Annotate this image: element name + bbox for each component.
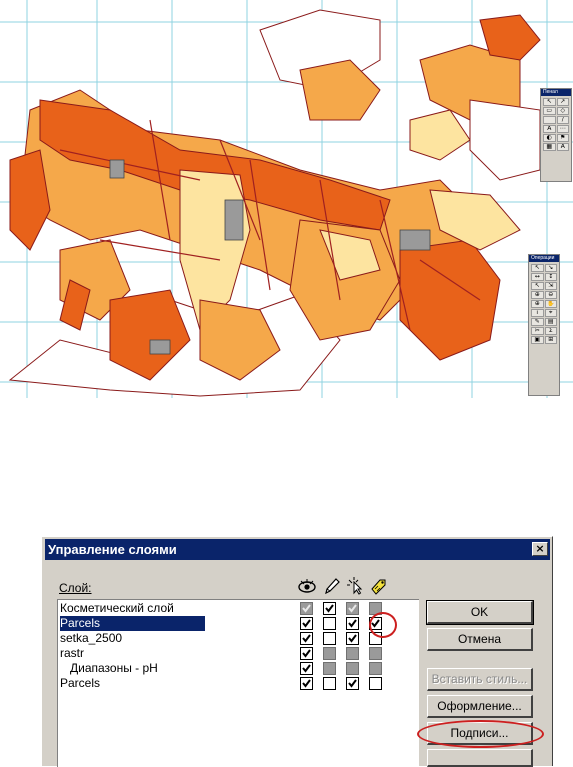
layer-name: setka_2500	[60, 631, 123, 645]
layer-row[interactable]	[58, 676, 418, 691]
tool-button[interactable]: ▦	[543, 143, 556, 151]
parcel	[400, 240, 500, 360]
visible-checkbox[interactable]	[300, 677, 313, 690]
layer-name: Parcels	[60, 676, 101, 690]
tool-button[interactable]: ⇲	[545, 282, 558, 290]
visible-checkbox[interactable]	[300, 617, 313, 630]
check-mark-icon	[347, 603, 358, 614]
tool-button[interactable]: ✎	[531, 318, 544, 326]
selectable-checkbox[interactable]	[346, 602, 359, 615]
tool-button[interactable]: ◇	[557, 107, 570, 115]
highlight-circle-labels-button	[417, 720, 544, 748]
selectable-checkbox[interactable]	[346, 677, 359, 690]
tool-button[interactable]: ⊕	[531, 291, 544, 299]
cursor-select-icon	[346, 577, 364, 595]
settlement-area	[400, 230, 430, 250]
tool-button[interactable]: ↖	[543, 98, 556, 106]
tool-button[interactable]: ⋯	[557, 125, 570, 133]
appearance-button[interactable]: Оформление...	[427, 695, 533, 718]
parcel	[410, 110, 470, 160]
tools-toolbar	[540, 88, 572, 182]
layer-name: Диапазоны - pH	[70, 661, 158, 675]
tool-button[interactable]: ⌒	[543, 116, 556, 124]
tool-button[interactable]: Σ	[545, 327, 558, 335]
layer-row[interactable]	[58, 661, 418, 676]
layer-row[interactable]	[58, 616, 418, 631]
settlement-area	[150, 340, 170, 354]
tool-button[interactable]: ↘	[545, 264, 558, 272]
pencil-icon	[323, 577, 341, 595]
insert-style-button[interactable]: Вставить стиль...	[427, 668, 533, 691]
tool-button[interactable]: ⊖	[545, 291, 558, 299]
visible-checkbox[interactable]	[300, 602, 313, 615]
operations-toolbar-title: Операции	[529, 255, 559, 262]
visible-checkbox[interactable]	[300, 647, 313, 660]
layer-name: Косметический слой	[60, 601, 174, 615]
highlight-circle-labels-checkbox	[369, 612, 397, 638]
layer-name: rastr	[60, 646, 84, 660]
layer-column-label-text: Слой:	[59, 581, 92, 595]
settlement-area	[110, 160, 124, 178]
tools-toolbar-title: Пенал	[541, 89, 571, 96]
tool-button[interactable]: ✋	[545, 300, 558, 308]
tool-button[interactable]: ▭	[543, 107, 556, 115]
parcel	[300, 60, 380, 120]
check-mark-icon	[301, 663, 312, 674]
editable-checkbox[interactable]	[323, 677, 336, 690]
tool-button[interactable]: ↔	[531, 273, 544, 281]
visible-checkbox[interactable]	[300, 632, 313, 645]
operations-toolbar	[528, 254, 560, 396]
cancel-button[interactable]: Отмена	[427, 628, 533, 651]
check-mark-icon	[347, 633, 358, 644]
check-mark-icon	[301, 603, 312, 614]
labels-checkbox[interactable]	[369, 677, 382, 690]
check-mark-icon	[301, 648, 312, 659]
selectable-checkbox[interactable]	[346, 662, 359, 675]
visible-checkbox[interactable]	[300, 662, 313, 675]
selectable-checkbox[interactable]	[346, 632, 359, 645]
check-mark-icon	[324, 603, 335, 614]
tool-button[interactable]: ↖	[531, 282, 544, 290]
tool-button[interactable]: A	[557, 143, 570, 151]
tool-button[interactable]: ∕	[557, 116, 570, 124]
editable-checkbox[interactable]	[323, 617, 336, 630]
layer-column-label	[59, 581, 92, 595]
labels-checkbox[interactable]	[369, 647, 382, 660]
layer-row[interactable]	[58, 631, 418, 646]
tool-button[interactable]: ↗	[557, 98, 570, 106]
tag-label-icon	[369, 577, 387, 595]
editable-checkbox[interactable]	[323, 602, 336, 615]
tool-button[interactable]: ↕	[545, 273, 558, 281]
tool-button[interactable]: ⊞	[545, 336, 558, 344]
check-mark-icon	[347, 678, 358, 689]
tool-button[interactable]: i	[531, 309, 544, 317]
more-button[interactable]	[427, 749, 533, 767]
tool-button[interactable]: ⚑	[557, 134, 570, 142]
settlement-area	[225, 200, 243, 240]
labels-checkbox[interactable]	[369, 662, 382, 675]
eye-icon	[298, 577, 316, 595]
check-mark-icon	[301, 678, 312, 689]
editable-checkbox[interactable]	[323, 632, 336, 645]
ok-button[interactable]: OK	[427, 601, 533, 624]
close-button[interactable]: ×	[532, 542, 548, 556]
check-mark-icon	[301, 633, 312, 644]
tool-button[interactable]: ↖	[531, 264, 544, 272]
tool-button[interactable]: ▤	[545, 318, 558, 326]
tool-button[interactable]: ⌖	[545, 309, 558, 317]
dialog-titlebar[interactable]	[45, 539, 550, 560]
tool-button[interactable]: ◐	[543, 134, 556, 142]
tool-button[interactable]: A	[543, 125, 556, 133]
parcel	[470, 100, 540, 180]
layer-row[interactable]	[58, 601, 418, 616]
layer-name: Parcels	[60, 616, 205, 631]
layer-list[interactable]	[57, 599, 419, 767]
dialog-title: Управление слоями	[48, 542, 177, 557]
tool-button[interactable]: ⊕	[531, 300, 544, 308]
editable-checkbox[interactable]	[323, 647, 336, 660]
tool-button[interactable]: ✂	[531, 327, 544, 335]
layer-control-dialog	[41, 536, 553, 766]
check-mark-icon	[347, 618, 358, 629]
tool-button[interactable]: ▣	[531, 336, 544, 344]
selectable-checkbox[interactable]	[346, 617, 359, 630]
check-mark-icon	[301, 618, 312, 629]
selectable-checkbox[interactable]	[346, 647, 359, 660]
editable-checkbox[interactable]	[323, 662, 336, 675]
layer-row[interactable]	[58, 646, 418, 661]
labels-button[interactable]: Подписи...	[427, 722, 533, 745]
